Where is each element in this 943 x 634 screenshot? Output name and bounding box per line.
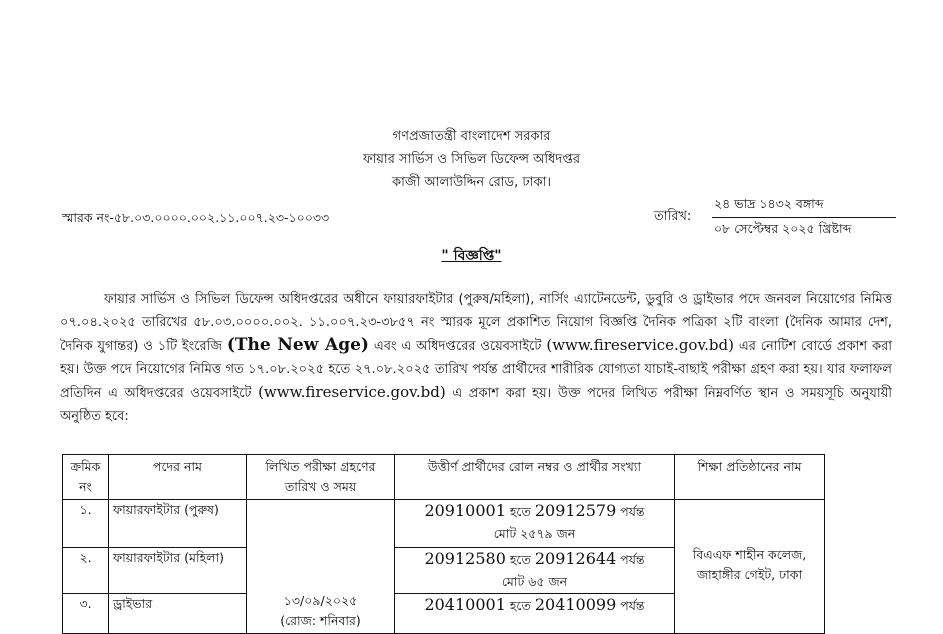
roll-total: মোট ৬৫ জন [501, 574, 568, 589]
body-text-2: এবং এ অধিদপ্তরের ওয়েবসাইটে [373, 339, 542, 354]
date-divider [712, 217, 896, 218]
row-roll [395, 548, 675, 594]
roll-from-word: হতে [509, 552, 531, 567]
row-post: ফায়ারফাইটার (পুরুষ) [109, 500, 247, 548]
roll-to-word: পর্যন্ত [620, 504, 645, 519]
row-roll [395, 594, 675, 634]
date-label: তারিখ: [654, 209, 692, 224]
roll-to-word: পর্যন্ত [620, 552, 645, 567]
department-address: কাজী আলাউদ্দিন রোড, ঢাকা। [392, 175, 551, 190]
website-link-1: (www.fireservice.gov.bd) [546, 336, 734, 354]
notice-title-text: " বিজ্ঞপ্তি" [441, 248, 502, 264]
row-post: ড্রাইভার [109, 594, 247, 634]
roll-to-word: পর্যন্ত [620, 598, 645, 613]
row-serial: ১. [63, 500, 109, 548]
newspaper-name: (The New Age) [226, 335, 369, 355]
header-exam-date: লিখিত পরীক্ষা গ্রহণের তারিখ ও সময় [247, 455, 395, 500]
date-english: ০৮ সেপ্টেম্বর ২০২৫ খ্রিষ্টাব্দ [714, 221, 852, 236]
roll-from: 20410001 [424, 595, 506, 614]
exam-day: (রোজ: শনিবার) [280, 613, 361, 628]
roll-to: 20912644 [534, 549, 617, 568]
govt-title: গণপ্রজাতন্ত্রী বাংলাদেশ সরকার [392, 129, 551, 144]
exam-date: ১৩/০৯/২০২৫ [283, 593, 358, 608]
body-text-1: ফায়ার সার্ভিস ও সিভিল ডিফেন্স অধিদপ্তরের অধীনে ফায়ারফাইটার (পুরুষ/মহিলা), নার্সিং এ্যাটেনডেন্ট, ডুবুরি ও ড্রাইভার পদে জনবল নিয়োগের নিমিত্ত ০৭.০৪.২০২৫ তারিখের ৫৮.০৩.০০০০.০০২. ১১.০০৭.২৩-৩৮৫৭ নং স্মারক মূলে প্রকাশিত নিয়োগ বিজ্ঞপ্তি দৈনিক পত্রিকা ২টি বাংলা (দৈনিক আমার দেশ, দৈনিক যুগান্তর) ও ১টি ইংরেজি [60, 292, 892, 354]
roll-total: মোট ২৫৭৯ জন [493, 526, 576, 541]
row-post: ফায়ারফাইটার (মহিলা) [109, 548, 247, 594]
table-row [63, 500, 825, 548]
exam-schedule-table [62, 454, 825, 634]
roll-from-word: হতে [509, 504, 531, 519]
row-roll [395, 500, 675, 548]
header-post: পদের নাম [109, 455, 247, 500]
date-bangla: ২৪ ভাদ্র ১৪৩২ বঙ্গাব্দ [714, 196, 824, 211]
roll-to: 20912579 [534, 501, 617, 520]
roll-to: 20410099 [534, 595, 617, 614]
body-text-3: এর নোটিশ বোর্ডে প্রকাশ করা হয়। উক্ত পদে নিয়োগের নিমিত্ত গত ১৭.০৮.২০২৫ হতে ২৭.০৮.২০২৫ তারিখ পর্যন্ত প্রার্থীদের শারীরিক যোগ্যতা যাচাই-বাছাই পরীক্ষা গ্রহণ করা হয়। যার ফলাফল প্রতিদিন এ অধিদপ্তরের ওয়েবসাইটে [60, 339, 892, 401]
table-header-row [63, 455, 825, 500]
header-serial: ক্রমিক নং [63, 455, 109, 500]
roll-from: 20910001 [424, 501, 506, 520]
department-title: ফায়ার সার্ভিস ও সিভিল ডিফেন্স অধিদপ্তর [363, 152, 580, 167]
roll-from: 20912580 [424, 549, 506, 568]
roll-from-word: হতে [509, 598, 531, 613]
exam-date-cell [247, 500, 395, 634]
row-serial: ২. [63, 548, 109, 594]
notice-title [0, 244, 943, 268]
header-roll: উত্তীর্ণ প্রার্থীদের রোল নম্বর ও প্রার্থীর সংখ্যা [395, 455, 675, 500]
website-link-2: (www.fireservice.gov.bd) [258, 383, 446, 401]
venue-cell: বিএএফ শাহীন কলেজ, জাহাঙ্গীর গেইট, ঢাকা [675, 500, 825, 634]
header-venue: শিক্ষা প্রতিষ্ঠানের নাম [675, 455, 825, 500]
memo-number: স্মারক নং-৫৮.০৩.০০০০.০০২.১১.০০৭.২৩-১০০৩৩ [62, 210, 330, 225]
row-serial: ৩. [63, 594, 109, 634]
notice-body [60, 289, 892, 428]
body-text-4: এ প্রকাশ করা হয়। উক্ত পদের লিখিত পরীক্ষা নিম্নবর্ণিত স্থান ও সময়সূচি অনুযায়ী অনুষ্ঠিত হবে: [60, 386, 892, 424]
